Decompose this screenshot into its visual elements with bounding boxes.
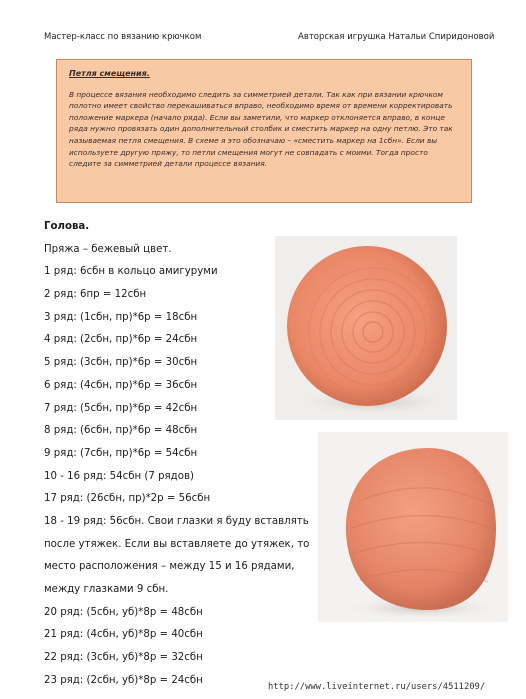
pattern-line: 10 - 16 ряд: 54сбн (7 рядов) bbox=[44, 470, 194, 482]
section-title: Голова. bbox=[44, 221, 90, 232]
pattern-line: 22 ряд: (3сбн, уб)*8р = 32сбн bbox=[44, 652, 203, 664]
note-title: Петля смещения. bbox=[69, 69, 150, 78]
pattern-line: 1 ряд: 6сбн в кольцо амигуруми bbox=[44, 266, 218, 278]
footer-url[interactable]: http://www.liveinternet.ru/users/4511209/ bbox=[268, 682, 486, 692]
pattern-section bbox=[44, 216, 314, 692]
header-right: Авторская игрушка Натальи Спиридоновой bbox=[298, 32, 495, 42]
pattern-line: 6 ряд: (4сбн, пр)*6р = 36сбн bbox=[44, 379, 198, 391]
crochet-ball-top-image bbox=[275, 236, 457, 420]
pattern-line: 21 ряд: (4сбн, уб)*8р = 40сбн bbox=[44, 629, 203, 641]
pattern-line: 4 ряд: (2сбн, пр)*6р = 24сбн bbox=[44, 334, 198, 346]
pattern-line: 18 - 19 ряд: 56сбн. Свои глазки я буду вставлять bbox=[44, 515, 309, 527]
crochet-ball-photo-side bbox=[318, 432, 508, 622]
pattern-line: после утяжек. Если вы вставляете до утяжек, то bbox=[44, 538, 310, 550]
pattern-line: 5 ряд: (3сбн, пр)*6р = 30сбн bbox=[44, 357, 198, 369]
note-body: В процессе вязания необходимо следить за симметрией детали. Так как при вязании крючком полотно имеет свойство перекашиваться вправо, необходимо время от времени корректировать положение маркера (начало ряда). Если вы заметили, что маркер отклоняется вправо, в конце ряда нужно провязать один дополнительный столбик и сместить маркер на одну петлю. Это так называемая петля смещения. В схеме я это обозначаю – «сместить маркер на 1сбн». Если вы используете другую пряжу, то петли смещения могут не совпадать с моими. Тогда просто следите за симметрией детали процессе вязания. bbox=[69, 89, 453, 169]
pattern-line: между глазками 9 сбн. bbox=[44, 584, 169, 595]
pattern-line: 7 ряд: (5сбн, пр)*6р = 42сбн bbox=[44, 402, 198, 414]
pattern-line: 20 ряд: (5сбн, уб)*8р = 48сбн bbox=[44, 606, 203, 618]
crochet-ball-photo-top bbox=[275, 236, 457, 420]
pattern-line: Пряжа – бежевый цвет. bbox=[44, 243, 172, 255]
note-box bbox=[56, 59, 472, 203]
pattern-line: 3 ряд: (1сбн, пр)*6р = 18сбн bbox=[44, 311, 198, 323]
crochet-ball-side-image bbox=[318, 432, 508, 622]
pattern-line: 2 ряд: 6пр = 12сбн bbox=[44, 289, 147, 301]
pattern-line: 23 ряд: (2сбн, уб)*8р = 24сбн bbox=[44, 674, 203, 686]
pattern-line: 17 ряд: (26сбн, пр)*2р = 56сбн bbox=[44, 493, 211, 505]
pattern-line: 9 ряд: (7сбн, пр)*6р = 54сбн bbox=[44, 447, 198, 459]
header-left: Мастер-класс по вязанию крючком bbox=[44, 32, 202, 42]
pattern-line: место расположения – между 15 и 16 рядами, bbox=[44, 561, 295, 573]
pattern-line: 8 ряд: (6сбн, пр)*6р = 48сбн bbox=[44, 425, 198, 437]
